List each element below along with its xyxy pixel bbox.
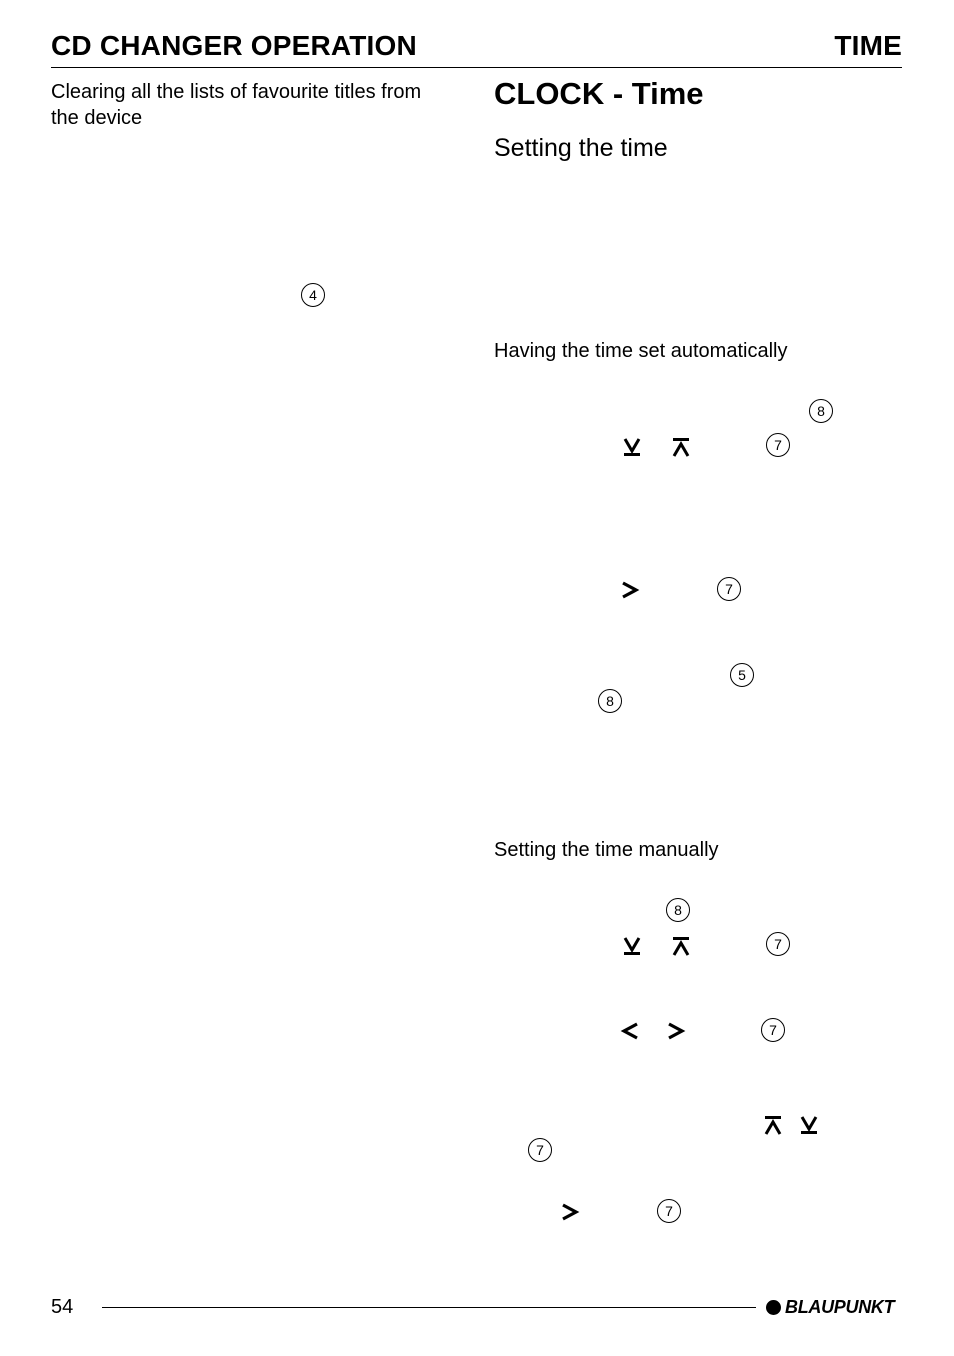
header-rule bbox=[51, 67, 902, 68]
button-ref-4: 4 bbox=[301, 283, 325, 307]
button-ref-7: 7 bbox=[766, 932, 790, 956]
arrow-down-icon bbox=[799, 1114, 819, 1136]
arrow-up-icon bbox=[671, 436, 691, 458]
arrow-down-icon bbox=[622, 436, 642, 458]
clock-title: CLOCK - Time bbox=[494, 76, 704, 111]
arrow-up-icon bbox=[671, 935, 691, 957]
footer-rule bbox=[102, 1307, 756, 1308]
button-ref-5: 5 bbox=[730, 663, 754, 687]
brand-name: BLAUPUNKT bbox=[785, 1297, 895, 1317]
button-ref-7: 7 bbox=[528, 1138, 552, 1162]
button-ref-7: 7 bbox=[766, 433, 790, 457]
arrow-right-icon bbox=[560, 1201, 580, 1223]
button-ref-8: 8 bbox=[598, 689, 622, 713]
button-ref-7: 7 bbox=[717, 577, 741, 601]
header-right-title: TIME bbox=[834, 30, 902, 61]
setting-time-title: Setting the time bbox=[494, 134, 668, 162]
button-ref-7: 7 bbox=[657, 1199, 681, 1223]
manual-time-heading: Setting the time manually bbox=[494, 839, 719, 861]
button-ref-8: 8 bbox=[666, 898, 690, 922]
button-ref-8: 8 bbox=[809, 399, 833, 423]
left-section-heading: Clearing all the lists of favourite titles from the device bbox=[51, 81, 422, 129]
arrow-left-icon bbox=[620, 1020, 640, 1042]
brand-logo bbox=[766, 1297, 894, 1318]
arrow-right-icon bbox=[666, 1020, 686, 1042]
arrow-right-icon bbox=[620, 579, 640, 601]
arrow-up-icon bbox=[763, 1114, 783, 1136]
arrow-down-icon bbox=[622, 935, 642, 957]
logo-dot-icon bbox=[766, 1300, 781, 1315]
page-number: 54 bbox=[51, 1296, 74, 1318]
button-ref-7: 7 bbox=[761, 1018, 785, 1042]
auto-time-heading: Having the time set automatically bbox=[494, 340, 788, 362]
header-left-title: CD CHANGER OPERATION bbox=[51, 30, 417, 61]
